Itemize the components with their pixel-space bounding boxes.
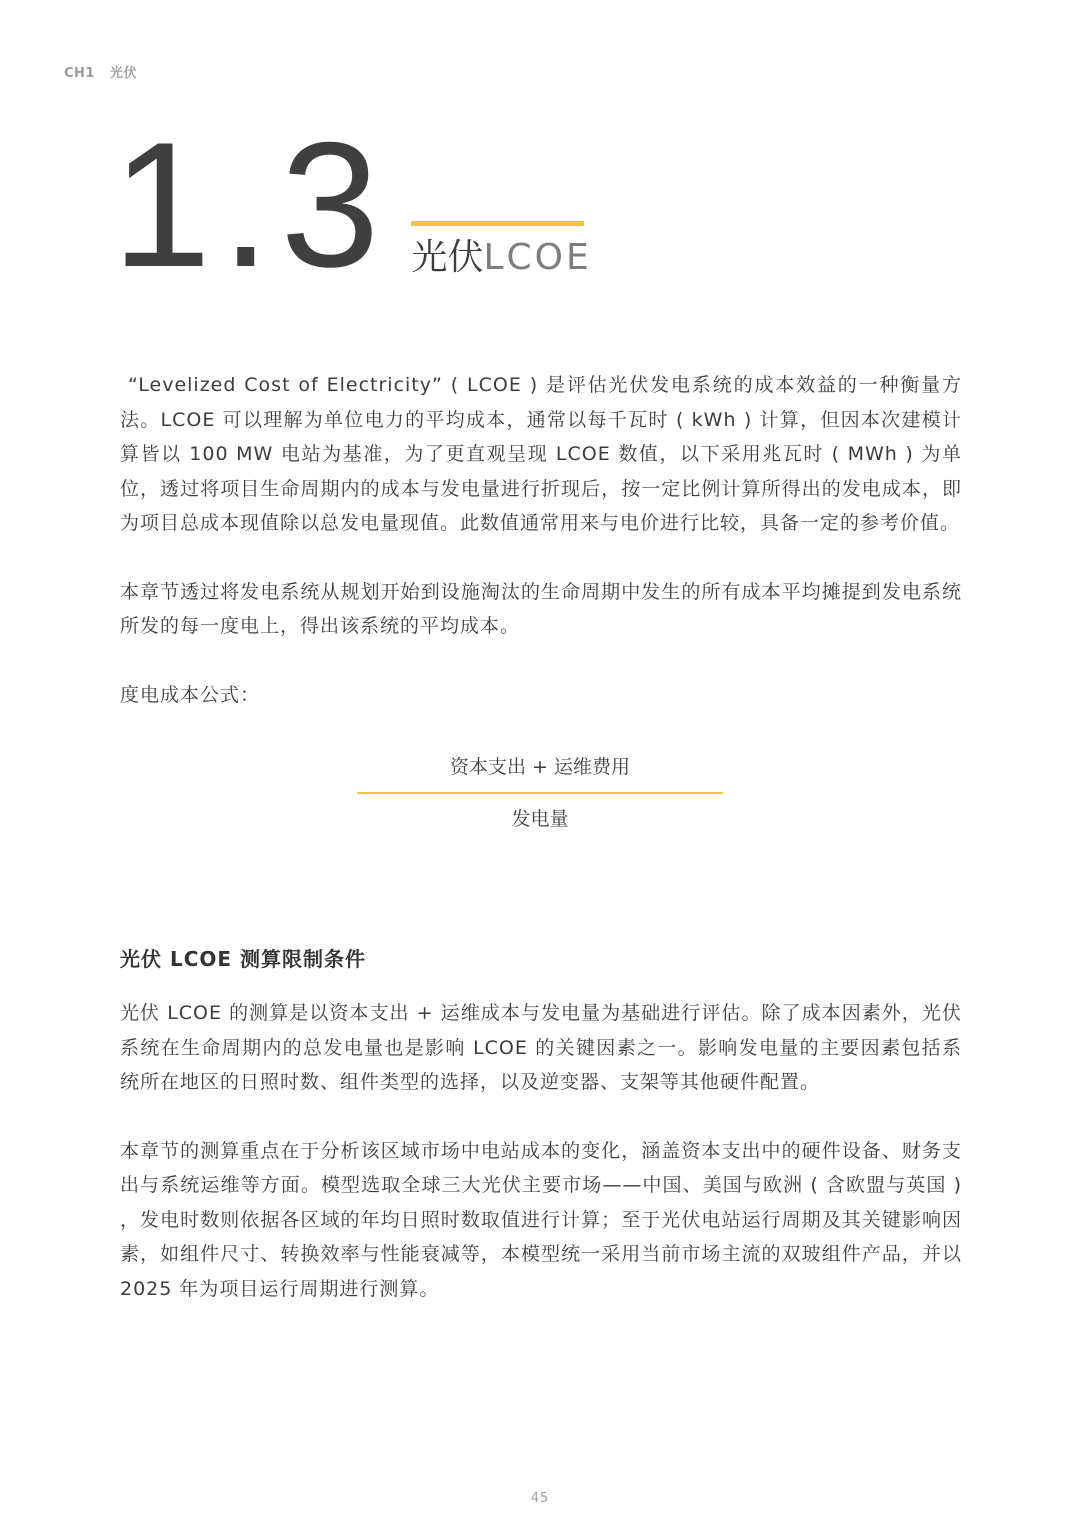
- body-paragraph: 本章节透过将发电系统从规划开始到设施淘汰的生命周期中发生的所有成本平均摊提到发电系统所发的每一度电上，得出该系统的平均成本。: [120, 580, 962, 637]
- subsection-paragraph: 光伏 LCOE 的测算是以资本支出 + 运维成本与发电量为基础进行评估。除了成本因素外，光伏系统在生命周期内的总发电量也是影响 LCOE 的关键因素之一。影响发电量的主要因素包括系统所在地区的日照时数、组件类型的选择，以及逆变器、支架等其他硬件配置。: [120, 1002, 962, 1093]
- section-hero: [112, 105, 592, 304]
- subsection-paragraph: 本章节的测算重点在于分析该区域市场中电站成本的变化，涵盖资本支出中的硬件设备、财务支出与系统运维等方面。模型选取全球三大光伏主要市场——中国、美国与欧洲 ( 含欧盟与英国 ) ，发电时数则依据各区域的年均日照时数取值进行计算；至于光伏电站运行周期及其关键影响因素，如组件尺寸、转换效率与性能衰减等，本模型统一采用当前市场主流的双玻组件产品，并以 2025 年为项目运行周期进行测算。: [120, 1139, 962, 1300]
- section-title-en: LCOE: [483, 237, 592, 278]
- formula-fraction-line: [357, 792, 723, 794]
- section-number: 1.3: [112, 105, 390, 304]
- formula-denominator: 发电量: [511, 808, 569, 830]
- title-accent-bar: [411, 221, 584, 226]
- running-header: [64, 62, 147, 81]
- section-title-cn: 光伏: [411, 237, 484, 278]
- chapter-label: CH1: [64, 66, 95, 81]
- intro-paragraph: “Levelized Cost of Electricity” ( LCOE ) 是评估光伏发电系统的成本效益的一种衡量方法。LCOE 可以理解为单位电力的平均成本，通常以每千瓦时 ( kWh ) 计算，但因本次建模计算皆以 100 MW 电站为基准，为了更直观呈现 LCOE 数值，以下采用兆瓦时 ( MWh ) 为单位，透过将项目生命周期内的成本与发电量进行折现后，按一定比例计算所得出的发电成本，即为项目总成本现值除以总发电量现值。此数值通常用来与电价进行比较，具备一定的参考价值。: [120, 374, 962, 534]
- formula: [357, 752, 723, 834]
- subsection-heading: 光伏 LCOE 测算限制条件: [120, 947, 367, 971]
- section-title-block: [411, 221, 591, 280]
- formula-label: 度电成本公式：: [120, 683, 261, 706]
- section-title: [411, 236, 591, 280]
- page-content: [120, 368, 962, 1340]
- formula-numerator: 资本支出 + 运维费用: [450, 756, 630, 778]
- section-label: 光伏: [110, 66, 138, 81]
- page-number: 45: [530, 1491, 550, 1506]
